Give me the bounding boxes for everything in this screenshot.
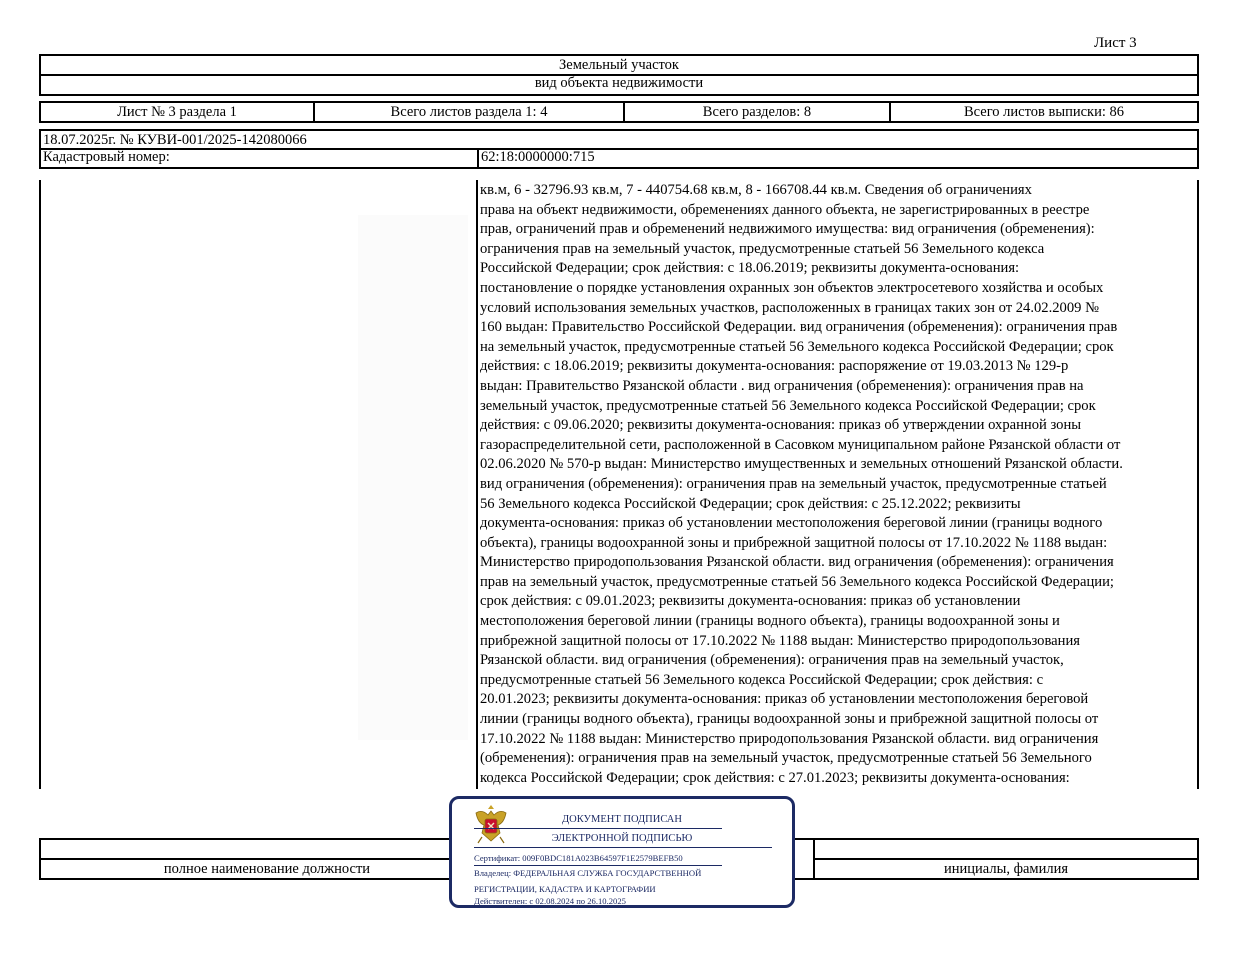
doc-number-cell: [39, 129, 1199, 150]
object-type-caption: вид объекта недвижимости: [534, 75, 704, 91]
name-column: [815, 840, 1197, 878]
object-type-cell: [39, 54, 1199, 76]
stamp-title-1: ДОКУМЕНТ ПОДПИСАН: [562, 814, 682, 825]
stamp-title-2: ЭЛЕКТРОННОЙ ПОДПИСЬЮ: [551, 833, 693, 844]
position-column: [41, 840, 495, 878]
e-signature-stamp: [449, 796, 795, 908]
object-type-caption-cell: [39, 74, 1199, 96]
stamp-valid: Действителен: с 02.08.2024 по 26.10.2025: [474, 896, 626, 906]
faint-shading: [358, 215, 468, 740]
cadastral-row: [39, 148, 1199, 169]
total-sections: Всего разделов: 8: [625, 103, 891, 121]
stamp-certificate: Сертификат: 009F0BDC181A023B64597F1E2579BEFB50: [474, 853, 683, 863]
total-sheets-extract: Всего листов выписки: 86: [964, 104, 1124, 120]
stamp-owner-2: РЕГИСТРАЦИИ, КАДАСТРА И КАРТОГРАФИИ: [474, 884, 656, 894]
sheet-label: Лист 3: [1094, 35, 1137, 51]
object-type: Земельный участок: [559, 57, 679, 73]
left-border: [39, 180, 41, 789]
sheet-of-section: Лист № 3 раздела 1: [41, 103, 315, 121]
total-sheets-section: Всего листов раздела 1: 4: [315, 103, 625, 121]
cadastral-label: Кадастровый номер:: [41, 148, 479, 167]
restrictions-text: кв.м, 6 - 32796.93 кв.м, 7 - 440754.68 кв.м, 8 - 166708.44 кв.м. Сведения об ограничениях права на объект недвижимости, обременениях данного объекта, не зарегистрированных в реестре прав, ограничений прав и обременений недвижимого имущества: вид ограничения (обременения): ограничения прав на земельный участок, предусмотренные статьей 56 Земельного кодекса Российской Федерации; срок действия: с 18.06.2019; реквизиты документа-основания: постановление о порядке установления охранных зон объектов электросетевого хозяйства и особых условий использования земельных участков, расположенных в границах таких зон от 24.02.2009 № 160 выдан: Правительство Российской Федерации. вид ограничения (обременения): ограничения прав на земельный участок, предусмотренные статьей 56 Земельного кодекса Российской Федерации; срок действия: с 18.06.2019; реквизиты документа-основания: распоряжение от 19.03.2013 № 129-р выдан: Правительство Рязанской области . вид ограничения (обременения): ограничения прав на земельный участок, предусмотренные статьей 56 Земельного кодекса Российской Федерации; срок действия: с 09.06.2020; реквизиты документа-основания: приказ об утверждении охранной зоны газораспределительной сети, расположенной в Сасовком муниципальном районе Рязанской области от 02.06.2020 № 570-р выдан: Министерство имущественных и земельных отношений Рязанской области. вид ограничения (обременения): ограничения прав на земельный участок, предусмотренные статьей 56 Земельного кодекса Российской Федерации; срок действия: с 25.12.2022; реквизиты документа-основания: приказ об установлении местоположения береговой линии (границы водного объекта), границы водоохранной зоны и прибрежной защитной полосы от 17.10.2022 № 1188 выдан: Министерство природопользования Рязанской области. вид ограничения (обременения): ограничения прав на земельный участок, предусмотренные статьей 56 Земельного кодекса Российской Федерации; срок действия: с 09.01.2023; реквизиты документа-основания: приказ об установлении местоположения береговой линии (границы водного объекта), границы водоохранной зоны и прибрежной защитной полосы от 17.10.2022 № 1188 выдан: Министерство природопользования Рязанской области. вид ограничения (обременения): ограничения прав на земельный участок, предусмотренные статьей 56 Земельного кодекса Российской Федерации; срок действия: с 20.01.2023; реквизиты документа-основания: приказ об установлении местоположения береговой линии (границы водного объекта), границы водоохранной зоны и прибрежной защитной полосы от 17.10.2022 № 1188 выдан: Министерство природопользования Рязанской области. вид ограничения (обременения): ограничения прав на земельный участок, предусмотренные статьей 56 Земельного кодекса Российской Федерации; срок действия: с 27.01.2023; реквизиты документа-основания:: [480, 182, 1123, 786]
stamp-owner-1: Владелец: ФЕДЕРАЛЬНАЯ СЛУЖБА ГОСУДАРСТВЕННОЙ: [474, 868, 702, 878]
doc-number: 18.07.2025г. № КУВИ-001/2025-142080066: [43, 132, 307, 148]
cadastral-number: 62:18:0000000:715: [481, 149, 595, 165]
position-caption: полное наименование должности: [163, 861, 371, 877]
middle-border: [476, 180, 478, 789]
name-caption: инициалы, фамилия: [943, 861, 1069, 877]
right-border: [1197, 180, 1199, 789]
info-row: [39, 101, 1199, 123]
